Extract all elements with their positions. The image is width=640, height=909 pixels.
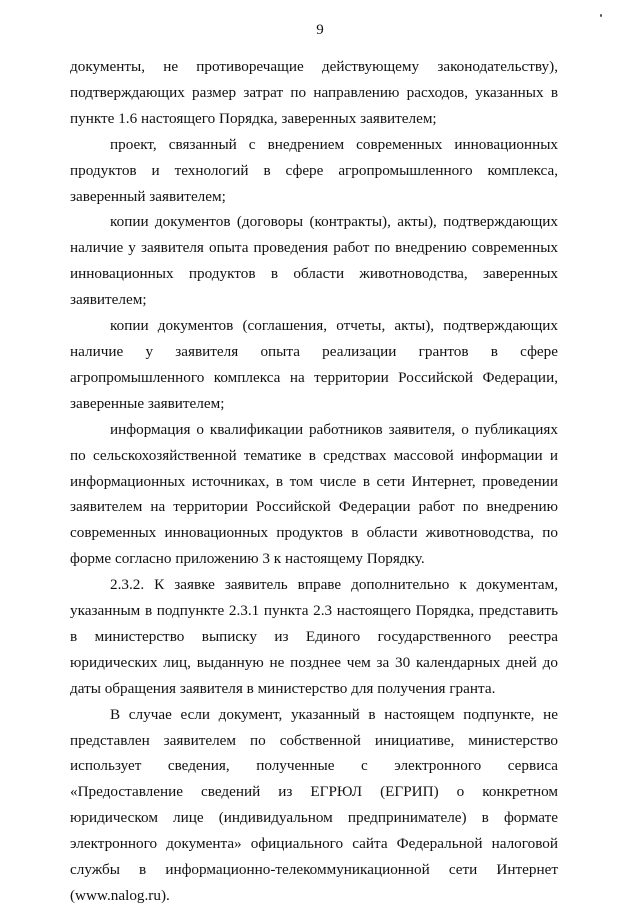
paragraph-continuation: документы, не противоречащие действующему законодательству), подтверждающих размер затрат по направлению расходов, указанных в пункте 1.6 настоящего Порядка, заверенных заявителем; [70, 58, 558, 127]
paragraph-contracts: копии документов (договоры (контракты), акты), подтверждающих наличие у заявителя опыта проведения работ по внедрению современных инновационных продуктов в области животноводства, заверенных заявителем; [70, 213, 558, 309]
paragraph-agreements: копии документов (соглашения, отчеты, акты), подтверждающих наличие у заявителя опыта реализации грантов в сфере агропромышленного комплекса на территории Российской Федерации, заверенные заявителем; [70, 317, 558, 412]
page-number: 9 [316, 22, 324, 38]
paragraph-egrul: В случае если документ, указанный в настоящем подпункте, не представлен заявителем по собственной инициативе, министерство использует сведения, полученные с электронного сервиса «Предоставление сведений из ЕГРЮЛ (ЕГРИП) о конкретном юридическом лице (индивидуальном предпринимателе) в формате электронного документа» официального сайта Федеральной налоговой службы в информационно-телекоммуникационной сети Интернет (www.nalog.ru). [70, 705, 558, 904]
paragraph-project: проект, связанный с внедрением современных инновационных продуктов и технологий в сфере агропромышленного комплекса, заверенный заявителем; [70, 135, 558, 205]
paragraph-2-3-2: 2.3.2. К заявке заявитель вправе дополнительно к документам, указанным в подпункте 2.3.1 пункта 2.3 настоящего Порядка, представить в министерство выписку из Единого государственного реестра юридических лиц, выданную не позднее чем за 30 календарных дней до даты обращения заявителя в министерство для получения гранта. [70, 576, 558, 697]
document-body [70, 54, 558, 909]
paragraph-qualification: информация о квалификации работников заявителя, о публикациях по сельскохозяйственной тематике в средствах массовой информации и информационных источниках, в том числе в сети Интернет, проведении заявителем на территории Российской Федерации работ по внедрению современных инновационных продуктов в области животноводства, по форме согласно приложению 3 к настоящему Порядку. [70, 420, 558, 568]
scan-speck [600, 14, 602, 17]
